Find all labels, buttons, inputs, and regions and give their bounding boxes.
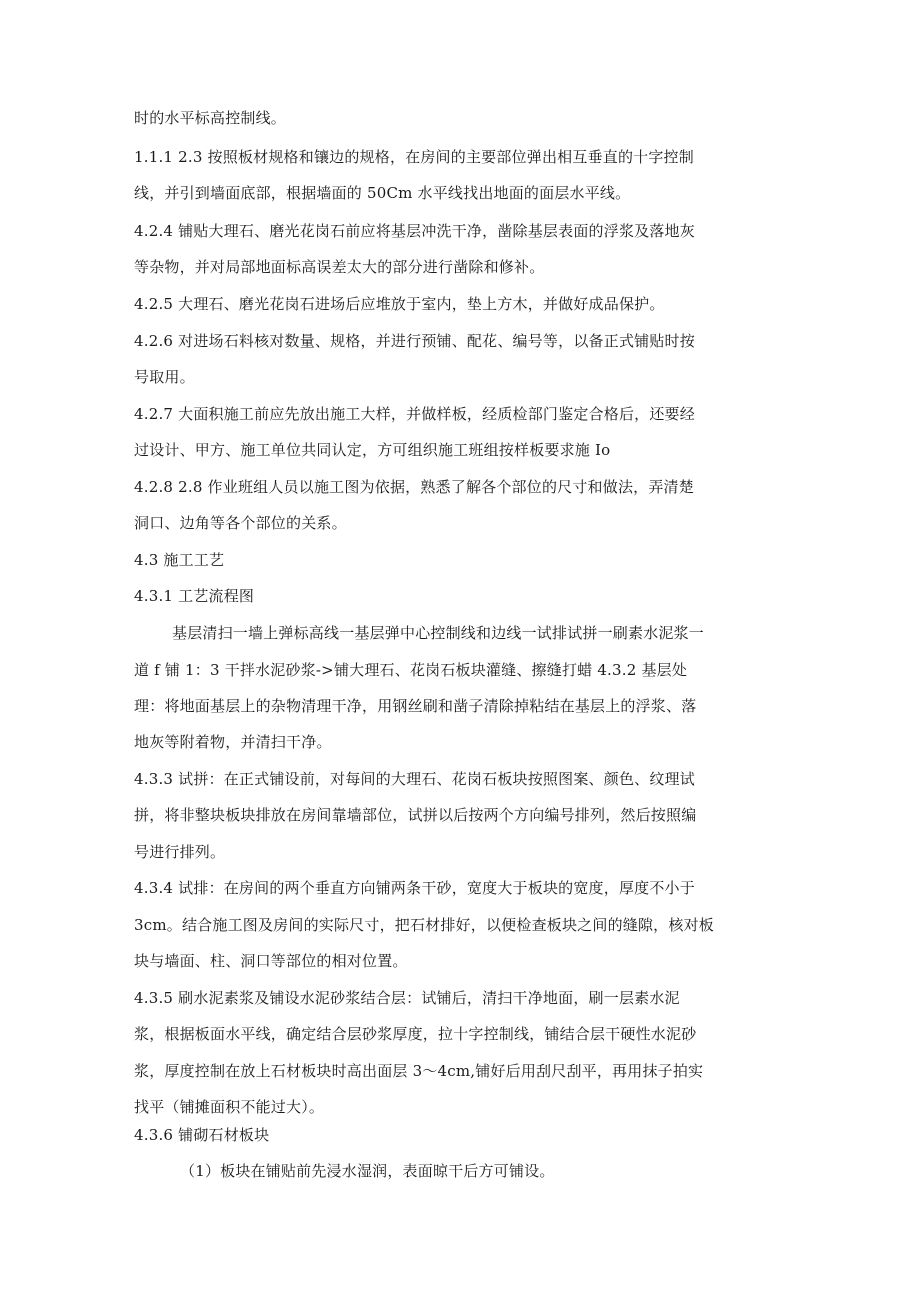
text-line: 理：将地面基层上的杂物清理干净，用钢丝刷和凿子清除掉粘结在基层上的浮浆、落	[134, 697, 697, 715]
text-line: 号进行排列。	[134, 843, 226, 861]
text-line: 过设计、甲方、施工单位共同认定，方可组织施工班组按样板要求施 Io	[134, 441, 611, 459]
subsection-heading: 4.3.1 工艺流程图	[134, 587, 255, 605]
text-line: 4.3.5 刷水泥素浆及铺设水泥砂浆结合层：试铺后，清扫干净地面，刷一层素水泥	[134, 989, 680, 1007]
subsection-heading: 4.3.6 铺砌石材板块	[134, 1126, 270, 1144]
text-line: 等杂物，并对局部地面标高误差太大的部分进行凿除和修补。	[134, 258, 545, 276]
text-line: 浆，根据板面水平线，确定结合层砂浆厚度，拉十字控制线，铺结合层干硬性水泥砂	[134, 1025, 697, 1043]
text-line: 基层清扫一墙上弹标高线一基层弹中心控制线和边线一试排试拼一刷素水泥浆一	[172, 624, 705, 642]
text-line: 浆，厚度控制在放上石材板块时高出面层 3～4cm,铺好后用刮尺刮平，再用抹子拍实	[134, 1062, 704, 1080]
text-line: 拼，将非整块板块排放在房间靠墙部位，试拼以后按两个方向编号排列，然后按照编	[134, 806, 697, 824]
text-line: 块与墙面、柱、洞口等部位的相对位置。	[134, 952, 408, 970]
section-heading: 4.3 施工工艺	[134, 551, 225, 569]
text-line: 线，并引到墙面底部，根据墙面的 50Cm 水平线找出地面的面层水平线。	[134, 184, 631, 202]
list-item: （1）板块在铺贴前先浸水湿润，表面晾干后方可铺设。	[180, 1162, 555, 1180]
text-line: 4.3.4 试排：在房间的两个垂直方向铺两条干砂，宽度大于板块的宽度，厚度不小于	[134, 879, 695, 897]
text-line: 地灰等附着物，并清扫干净。	[134, 733, 332, 751]
text-line: 4.2.8 2.8 作业班组人员以施工图为依据，熟悉了解各个部位的尺寸和做法，弄清楚	[134, 478, 694, 496]
text-line: 号取用。	[134, 368, 195, 386]
text-line: 4.2.7 大面积施工前应先放出施工大样，并做样板，经质检部门鉴定合格后，还要经	[134, 405, 695, 423]
text-line: 3cm。结合施工图及房间的实际尺寸，把石材排好，以便检查板块之间的缝隙，核对板	[134, 916, 714, 934]
text-line: 4.2.4 铺贴大理石、磨光花岗石前应将基层冲洗干净，凿除基层表面的浮浆及落地灰	[134, 222, 695, 240]
text-line: 4.3.3 试拼：在正式铺设前，对每间的大理石、花岗石板块按照图案、颜色、纹理试	[134, 770, 695, 788]
text-line: 4.2.5 大理石、磨光花岗石进场后应堆放于室内，垫上方木，并做好成品保护。	[134, 295, 665, 313]
text-line: 道 f 铺 1：3 干拌水泥砂浆->铺大理石、花岗石板块灌缝、擦缝打蜡 4.3.2 基层处	[134, 661, 688, 679]
text-line: 时的水平标高控制线。	[134, 109, 287, 127]
text-line: 4.2.6 对进场石料核对数量、规格，并进行预铺、配花、编号等，以备正式铺贴时按	[134, 332, 695, 350]
text-line: 洞口、边角等各个部位的关系。	[134, 514, 347, 532]
text-line: 找平（铺摊面积不能过大）。	[134, 1098, 325, 1116]
text-line: 1.1.1 2.3 按照板材规格和镶边的规格，在房间的主要部位弹出相互垂直的十字控制	[134, 148, 694, 166]
